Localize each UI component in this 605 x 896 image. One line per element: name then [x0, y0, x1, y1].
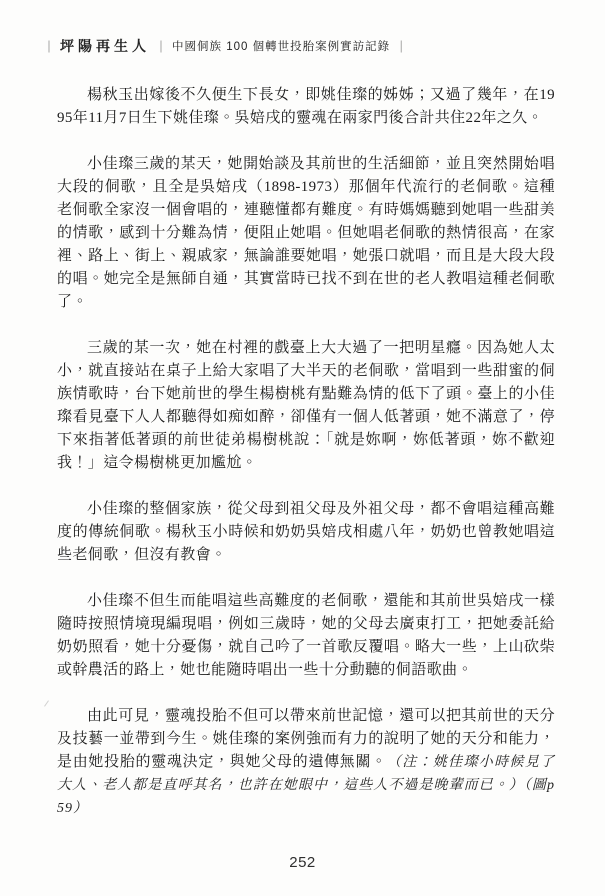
- paragraph-1: 楊秋玉出嫁後不久便生下長女，即姚佳璨的姊姊；又過了幾年，在1995年11月7日生下姚佳璨。吳婄戌的靈魂在兩家門後合計共住22年之久。: [57, 87, 555, 126]
- running-head: [38, 36, 412, 56]
- paragraph-6-note: （注：姚佳璨小時候見了大人、老人都是直呼其名，也許在她眼中，這些人不過是晚輩而已。）（圖p59）: [57, 755, 556, 816]
- header-separator-left: ｜: [43, 39, 56, 54]
- header-separator-right: ｜: [395, 39, 408, 54]
- paragraph-6: [57, 705, 555, 820]
- book-title: 坪陽再生人: [60, 40, 151, 55]
- scan-artifact: [44, 700, 49, 706]
- paragraph-2: 小佳璨三歲的某天，她開始談及其前世的生活細節，並且突然開始唱大段的侗歌，且全是吳婄戌（1898-1973）那個年代流行的老侗歌。這種老侗歌全家沒一個會唱的，連聽懂都有難度。有時媽媽聽到她唱一些甜美的情歌，感到十分難為情，便阻止她唱。但她唱老侗歌的熱情很高，在家裡、路上、街上、親戚家，無論誰要她唱，她張口就唱，而且是大段大段的唱。她完全是無師自通，其實當時已找不到在世的老人教唱這種老侗歌了。: [57, 156, 555, 310]
- page-footer: [0, 854, 605, 872]
- page-number: 252: [289, 854, 316, 871]
- paragraph-5: 小佳璨不但生而能唱這些高難度的老侗歌，還能和其前世吳婄戌一樣隨時按照情境現編現唱，例如三歲時，她的父母去廣東打工，把她委託給奶奶照看，她十分憂傷，就自己吟了一首歌反覆唱。略大一些，上山砍柴或幹農活的路上，她也能隨時唱出一些十分動聽的侗語歌曲。: [57, 593, 555, 678]
- paragraph-6-text: 由此可見，靈魂投胎不但可以帶來前世記憶，還可以把其前世的天分及技藝一並帶到今生。姚佳璨的案例強而有力的說明了她的天分和能力，是由她投胎的靈魂決定，與她父母的遺傳無關。: [57, 708, 555, 770]
- page-body: [57, 84, 555, 843]
- paragraph-4: 小佳璨的整個家族，從父母到祖父母及外祖父母，都不會唱這種高難度的傳統侗歌。楊秋玉小時候和奶奶吳婄戌相處八年，奶奶也曾教她唱這些老侗歌，但沒有教會。: [57, 501, 555, 563]
- paragraph-3: 三歲的某一次，她在村裡的戲臺上大大過了一把明星癮。因為她人太小，就直接站在桌子上給大家唱了大半天的老侗歌，當唱到一些甜蜜的侗族情歌時，台下她前世的學生楊樹桃有點難為情的低下了頭。臺上的小佳璨看見臺下人人都聽得如痴如醉，卻僅有一個人低著頭，她不滿意了，停下來指著低著頭的前世徒弟楊樹桃說：「就是妳啊，妳低著頭，妳不歡迎我！」這令楊樹桃更加尷尬。: [57, 340, 555, 471]
- book-subtitle: 中國侗族 100 個轉世投胎案例實訪記錄: [172, 41, 391, 53]
- header-separator-mid: ｜: [155, 39, 168, 54]
